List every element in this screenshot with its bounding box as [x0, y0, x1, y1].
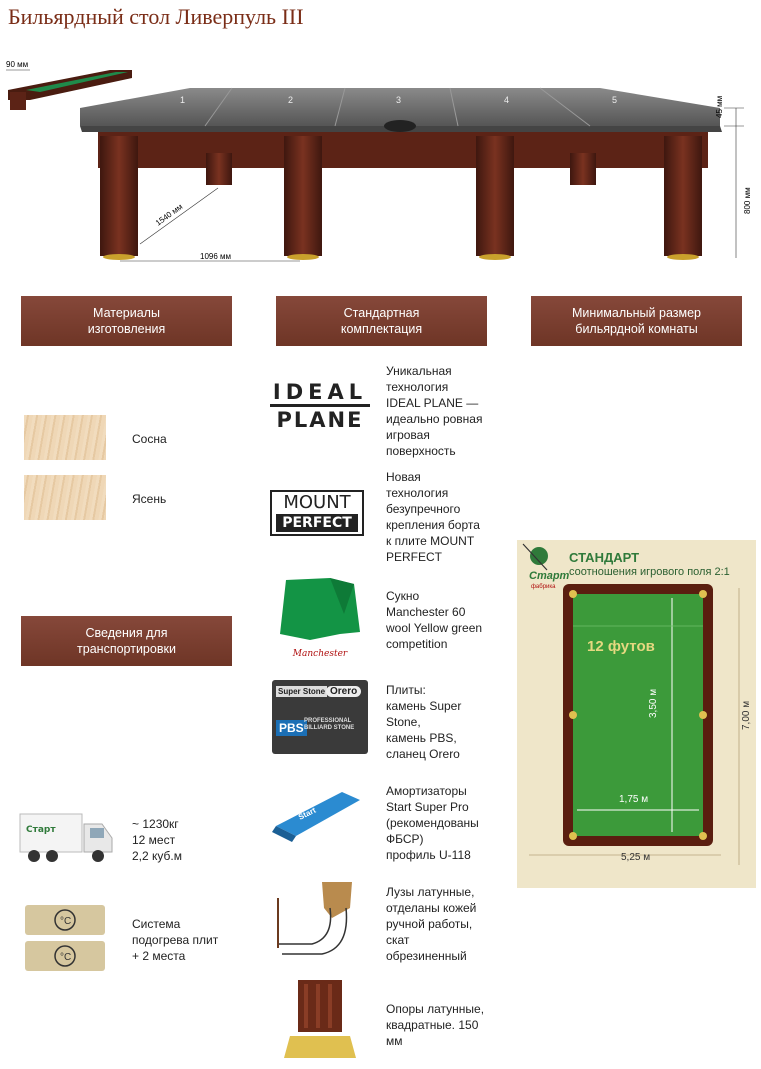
room-field-width: 1,75 м [619, 794, 649, 805]
kit-line: competition [386, 637, 448, 651]
kit-line: Плиты: [386, 683, 426, 697]
kit-item-ideal-plane [386, 363, 496, 459]
ideal-plane-logo [270, 380, 370, 436]
ideal-plane-logo-bottom: PLANE [276, 408, 364, 432]
pine-label: Сосна [132, 432, 167, 446]
kit-line: скат [386, 933, 410, 947]
slab-number-4: 4 [504, 95, 510, 105]
start-cushion-logo: Start [296, 805, 318, 822]
kit-line: технология [386, 486, 449, 500]
kit-line: Амортизаторы [386, 784, 467, 798]
diagonal-dim: 1540 мм [153, 202, 185, 228]
kit-line: идеально ровная [386, 412, 483, 426]
heating-text [132, 916, 218, 964]
pbs-logo-sub: PROFESSIONAL BILLIARD STONE [304, 718, 355, 731]
transport-header [21, 616, 232, 666]
materials-header [21, 296, 232, 346]
truck-icon [18, 808, 116, 868]
room-size-plan [517, 540, 756, 888]
transport-weight: ~ 1230кг [132, 817, 179, 831]
table-apron [98, 132, 708, 168]
super-stone-logo: Super Stone [278, 687, 326, 696]
svg-text:Старт: Старт [26, 825, 56, 835]
svg-text:°C: °C [60, 916, 72, 927]
kit-line: ФБСР) [386, 832, 424, 846]
kit-item-mount-perfect [386, 469, 496, 565]
room-standard: СТАНДАРТ [569, 550, 640, 565]
heating-line-1: Система [132, 917, 181, 931]
kit-line: камень Super [386, 699, 462, 713]
room-field-length: 3,50 м [648, 688, 659, 718]
transport-header-text: Сведения для транспортировки [77, 626, 176, 656]
ash-label: Ясень [132, 492, 167, 506]
kit-line: поверхность [386, 444, 456, 458]
room-length: 7,00 м [741, 700, 752, 730]
pbs-logo: PBS [276, 720, 307, 736]
leg-spacing-dim: 1096 мм [200, 252, 232, 261]
height-dim: 800 мм [743, 187, 752, 214]
slab-thickness-dim: 45 мм [715, 95, 724, 118]
kit-item-slates [386, 682, 496, 762]
kit-line: Опоры латунные, [386, 1002, 485, 1016]
kit-line: профиль U-118 [386, 848, 471, 862]
kit-line: отделаны кожей [386, 901, 477, 915]
kit-line: игровая [386, 428, 430, 442]
kit-line: безупречного [386, 502, 461, 516]
cloth-image [270, 574, 370, 664]
kit-item-cloth [386, 588, 502, 652]
heating-icon-1 [25, 905, 105, 935]
manchester-logo: Manchester [292, 649, 348, 659]
table-diagram [0, 48, 761, 268]
rail-width-dim: 90 мм [6, 60, 29, 69]
kit-line: ручной работы, [386, 917, 473, 931]
kit-line: обрезиненный [386, 949, 467, 963]
transport-volume: 2,2 куб.м [132, 849, 182, 863]
kit-line: Stone, [386, 715, 421, 729]
mount-perfect-logo [270, 490, 364, 536]
ideal-plane-logo-top: IDEAL [270, 380, 370, 407]
kit-line: wool Yellow green [386, 621, 483, 635]
materials-header-text: Материалы изготовления [87, 306, 166, 336]
orero-logo: Orero [326, 686, 361, 697]
kit-line: квадратные. 150 [386, 1018, 479, 1032]
mount-perfect-logo-bottom: PERFECT [276, 514, 358, 532]
kit-line: Уникальная [386, 364, 452, 378]
kit-line: PERFECT [386, 550, 443, 564]
standard-kit-header [276, 296, 487, 346]
svg-text:°C: °C [60, 952, 72, 963]
cushion-image [270, 782, 370, 842]
transport-places: 12 мест [132, 833, 176, 847]
room-ratio: соотношения игрового поля 2:1 [569, 566, 730, 578]
kit-item-pockets [386, 884, 496, 964]
kit-line: технология [386, 380, 449, 394]
kit-line: сланец Orero [386, 747, 460, 761]
transport-text [132, 816, 182, 864]
min-room-header [531, 296, 742, 346]
slab-number-3: 3 [396, 95, 402, 105]
room-brand-sub: фабрика [531, 584, 556, 590]
standard-kit-header-text: Стандартная комплектация [340, 306, 423, 336]
pine-swatch [24, 415, 106, 460]
slab-number-1: 1 [180, 95, 186, 105]
ash-swatch [24, 475, 106, 520]
page-title: Бильярдный стол Ливерпуль III [8, 4, 304, 29]
kit-line: мм [386, 1034, 403, 1048]
leg-image [280, 978, 360, 1062]
kit-line: Новая [386, 470, 421, 484]
heating-line-3: + 2 места [132, 949, 186, 963]
pocket-image [272, 878, 362, 966]
kit-line: Manchester 60 [386, 605, 466, 619]
slab-number-5: 5 [612, 95, 618, 105]
room-table-size: 12 футов [587, 638, 655, 655]
kit-line: Сукно [386, 589, 420, 603]
kit-item-legs [386, 1001, 496, 1049]
room-width: 5,25 м [621, 852, 651, 863]
heating-icon-2 [25, 941, 105, 971]
kit-item-cushions [386, 783, 496, 863]
kit-line: камень PBS, [386, 731, 457, 745]
room-brand: Старт [529, 570, 570, 582]
slab-number-2: 2 [288, 95, 294, 105]
kit-line: (рекомендованы [386, 816, 479, 830]
slate-logos [272, 680, 368, 754]
kit-line: к плите MOUNT [386, 534, 475, 548]
kit-line: Лузы латунные, [386, 885, 475, 899]
mount-perfect-logo-top: MOUNT [283, 492, 351, 513]
heating-line-2: подогрева плит [132, 933, 219, 947]
kit-line: Start Super Pro [386, 800, 469, 814]
kit-line: крепления борта [386, 518, 480, 532]
min-room-header-text: Минимальный размер бильярдной комнаты [572, 306, 701, 336]
kit-line: IDEAL PLANE — [386, 396, 479, 410]
